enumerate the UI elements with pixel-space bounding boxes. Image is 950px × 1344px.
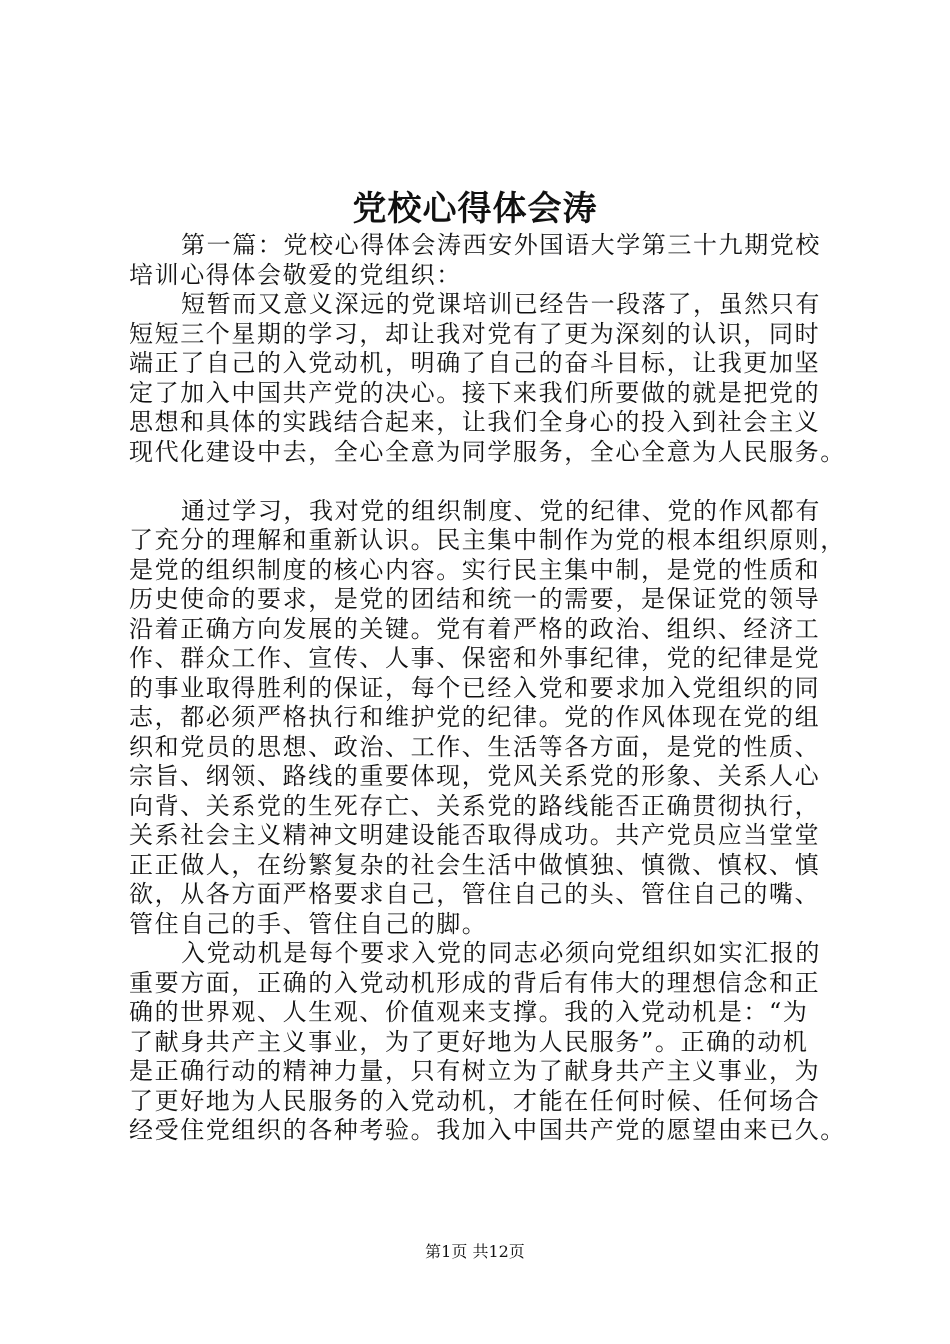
text-line: 管住自己的手、管住自己的脚。 [129, 909, 488, 938]
text-line: 通过学习，我对党的组织制度、党的纪律、党的作风都有 [181, 496, 821, 525]
text-line: 正正做人，在纷繁复杂的社会生活中做慎独、慎微、慎权、慎 [129, 850, 821, 879]
text-line: 是党的组织制度的核心内容。实行民主集中制，是党的性质和 [129, 555, 821, 584]
blank-line [129, 467, 834, 497]
text-line: 现代化建设中去，全心全意为同学服务，全心全意为人民服务。 [129, 437, 846, 466]
page-footer: 第1页 共12页 [425, 1242, 525, 1261]
text-line: 沿着正确方向发展的关键。党有着严格的政治、组织、经济工 [129, 614, 821, 643]
text-line: 宗旨、纲领、路线的重要体现，党风关系党的形象、关系人心 [129, 762, 821, 790]
text-line: 历史使命的要求，是党的团结和统一的需要，是保证党的领导 [129, 585, 821, 613]
text-line: 端正了自己的入党动机，明确了自己的奋斗目标，让我更加坚 [129, 349, 821, 377]
text-line: 确的世界观、人生观、价值观来支撑。我的入党动机是：“为 [129, 998, 809, 1026]
text-line: 入党动机是每个要求入党的同志必须向党组织如实汇报的 [181, 939, 821, 967]
text-line: 的事业取得胜利的保证，每个已经入党和要求加入党组织的同 [129, 673, 821, 702]
text-line: 培训心得体会敬爱的党组织： [129, 260, 462, 289]
document-title: 党校心得体会涛 [352, 189, 598, 229]
text-line: 短短三个星期的学习，却让我对党有了更为深刻的认识，同时 [129, 319, 821, 348]
text-line: 重要方面，正确的入党动机形成的背后有伟大的理想信念和正 [129, 968, 821, 997]
text-line: 欲，从各方面严格要求自己，管住自己的头、管住自己的嘴、 [129, 880, 821, 908]
text-line: 思想和具体的实践结合起来，让我们全身心的投入到社会主义 [129, 408, 821, 436]
text-line: 志，都必须严格执行和维护党的纪律。党的作风体现在党的组 [129, 703, 821, 731]
text-line: 是正确行动的精神力量，只有树立为了献身共产主义事业，为 [129, 1057, 821, 1085]
text-line: 织和党员的思想、政治、工作、生活等各方面，是党的性质、 [129, 732, 821, 761]
text-line: 了献身共产主义事业，为了更好地为人民服务”。正确的动机 [129, 1027, 809, 1056]
text-line: 关系社会主义精神文明建设能否取得成功。共产党员应当堂堂 [129, 821, 821, 849]
document-body [129, 231, 846, 1146]
text-line: 了更好地为人民服务的入党动机，才能在任何时候、任何场合 [129, 1086, 821, 1115]
text-line: 第一篇：党校心得体会涛西安外国语大学第三十九期党校 [181, 231, 821, 259]
text-line: 了充分的理解和重新认识。民主集中制作为党的根本组织原则， [129, 526, 846, 554]
text-line: 定了加入中国共产党的决心。接下来我们所要做的就是把党的 [129, 378, 821, 407]
text-line: 作、群众工作、宣传、人事、保密和外事纪律，党的纪律是党 [129, 644, 821, 672]
text-line: 向背、关系党的生死存亡、关系党的路线能否正确贯彻执行， [129, 791, 821, 820]
text-line: 经受住党组织的各种考验。我加入中国共产党的愿望由来已久。 [129, 1116, 846, 1144]
text-line: 短暂而又意义深远的党课培训已经告一段落了，虽然只有 [181, 290, 821, 318]
